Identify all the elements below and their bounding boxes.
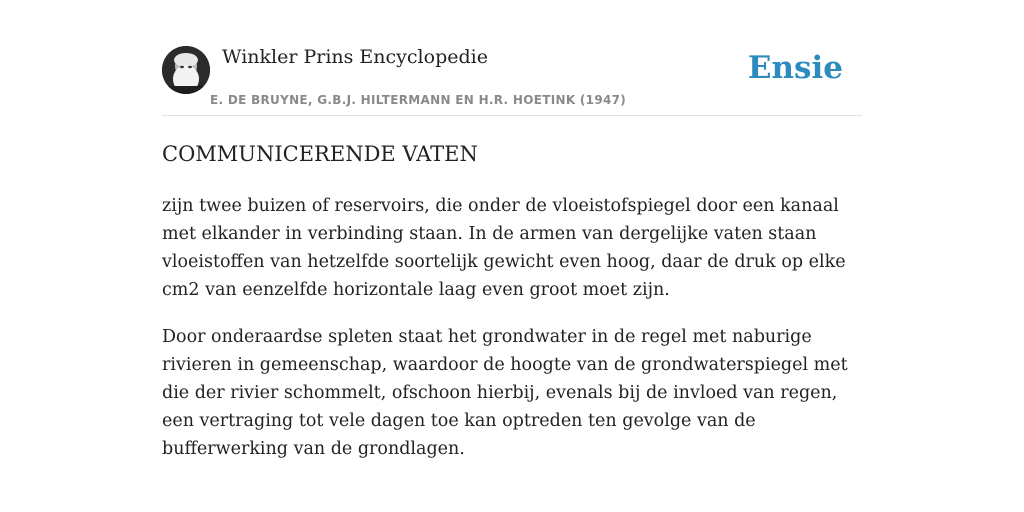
entry-title: COMMUNICERENDE VATEN	[162, 142, 478, 166]
brand-logo[interactable]: Ensie	[747, 50, 843, 86]
portrait-icon	[162, 46, 210, 94]
source-header	[162, 0, 862, 116]
page-container	[162, 0, 862, 459]
entry-paragraph: Door onderaardse spleten staat het grondwater in de regel met naburige rivieren in gemeenschap, waardoor de hoogte van de grondwaterspiegel met die der rivier schommelt, ofschoon hierbij, evenals bij de invloed van regen, een vertraging tot vele dagen toe kan optreden ten gevolge van de bufferwerking van de grondlagen.	[162, 327, 848, 459]
entry-body	[162, 192, 868, 482]
source-title[interactable]: Winkler Prins Encyclopedie	[222, 46, 488, 68]
entry-paragraph: zijn twee buizen of reservoirs, die onder de vloeistofspiegel door een kanaal met elkander in verbinding staan. In de armen van dergelijke vaten staan vloeistoffen van hetzelfde soortelijk gewicht even hoog, daar de druk op elke cm2 van eenzelfde horizontale laag even groot moet zijn.	[162, 196, 846, 300]
source-authors: E. DE BRUYNE, G.B.J. HILTERMANN EN H.R. HOETINK (1947)	[210, 93, 627, 107]
author-avatar[interactable]	[162, 46, 210, 94]
